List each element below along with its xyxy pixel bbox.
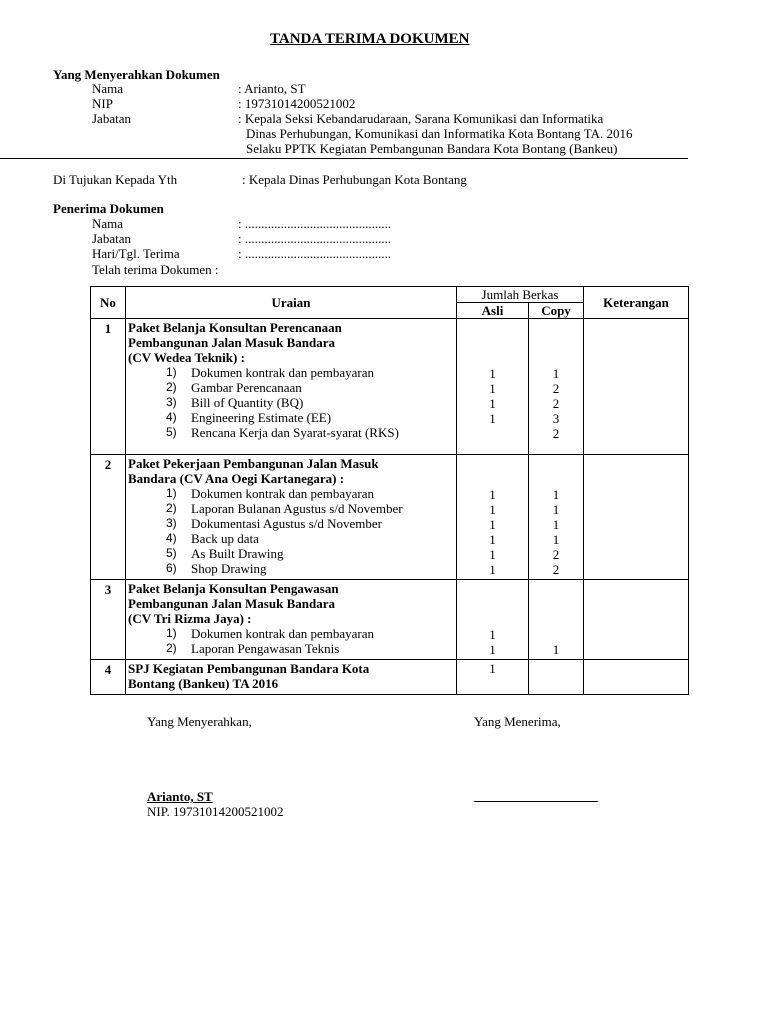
- asli-column: [457, 660, 529, 695]
- row-title-line: Bandara (CV Ana Oegi Kartanegara) :: [128, 471, 345, 486]
- item-number: 3): [166, 395, 177, 409]
- item-number: 4): [166, 410, 177, 424]
- row-title-line: Paket Pekerjaan Pembangunan Jalan Masuk: [128, 456, 379, 471]
- row-number: 2: [91, 455, 126, 580]
- list-item: [166, 501, 452, 516]
- signature-left-name: Arianto, ST: [147, 789, 213, 804]
- row-title-line: Pembangunan Jalan Masuk Bandara: [128, 335, 335, 350]
- header-copy: Copy: [529, 303, 584, 319]
- table-row: [91, 319, 689, 455]
- table-row: [91, 455, 689, 580]
- receiver-heading: Penerima Dokumen: [53, 201, 164, 216]
- sender-name-label: Nama: [92, 81, 124, 96]
- signature-right-label: Yang Menerima,: [474, 714, 561, 729]
- receiver-date-label: Hari/Tgl. Terima: [92, 246, 180, 261]
- documents-table: [90, 286, 689, 695]
- asli-value: 1: [489, 381, 496, 396]
- copy-column: [529, 660, 584, 695]
- item-text: Rencana Kerja dan Syarat-syarat (RKS): [191, 425, 399, 440]
- copy-value: 1: [552, 366, 560, 381]
- asli-value: 1: [489, 532, 496, 547]
- addressed-label: Di Tujukan Kepada Yth: [53, 172, 178, 187]
- list-item: [166, 546, 452, 561]
- asli-value: [457, 426, 528, 441]
- keterangan-cell: [584, 319, 689, 455]
- asli-column: [457, 455, 529, 580]
- item-number: 6): [166, 561, 177, 575]
- asli-value: 1: [489, 487, 496, 502]
- copy-value: 1: [552, 502, 560, 517]
- copy-value: 3: [552, 411, 560, 426]
- item-number: 1): [166, 365, 177, 379]
- asli-value: 1: [489, 517, 496, 532]
- sender-jabatan-line2: Dinas Perhubungan, Komunikasi dan Informatika Kota Bontang TA. 2016: [246, 126, 633, 141]
- sender-jabatan-line3: Selaku PPTK Kegiatan Pembangunan Bandara Kota Bontang (Bankeu): [246, 141, 618, 156]
- asli-value: 1: [489, 366, 496, 381]
- copy-column: [529, 580, 584, 660]
- list-item: [166, 531, 452, 546]
- document-title: TANDA TERIMA DOKUMEN: [270, 31, 470, 47]
- separator-line: [0, 158, 688, 159]
- item-text: Shop Drawing: [191, 561, 267, 576]
- asli-value: 1: [489, 547, 496, 562]
- item-text: As Built Drawing: [191, 546, 284, 561]
- asli-value: 1: [489, 411, 496, 426]
- sender-nip-value: : 19731014200521002: [238, 96, 356, 111]
- item-text: Bill of Quantity (BQ): [191, 395, 304, 410]
- item-text: Dokumen kontrak dan pembayaran: [191, 365, 375, 380]
- item-number: 5): [166, 425, 177, 439]
- keterangan-cell: [584, 660, 689, 695]
- item-number: 2): [166, 380, 177, 394]
- asli-value: 1: [489, 396, 496, 411]
- header-jumlah-berkas: Jumlah Berkas: [457, 287, 584, 303]
- row-description: [126, 580, 457, 660]
- signature-left-nip: NIP. 19731014200521002: [147, 804, 284, 819]
- asli-value: 1: [489, 642, 496, 657]
- item-number: 3): [166, 516, 177, 530]
- row-title-line: (CV Wedea Teknik) :: [128, 350, 245, 365]
- row-title-line: Bontang (Bankeu) TA 2016: [128, 676, 279, 691]
- receiver-name-value: : .............................................: [238, 216, 392, 231]
- receiver-date-value: : .............................................: [238, 246, 392, 261]
- item-text: Dokumentasi Agustus s/d November: [191, 516, 383, 531]
- list-item: [166, 395, 452, 410]
- asli-value: 1: [489, 562, 496, 577]
- list-item: [166, 410, 452, 425]
- item-number: 1): [166, 486, 177, 500]
- row-title-line: SPJ Kegiatan Pembangunan Bandara Kota: [128, 661, 370, 676]
- item-text: Gambar Perencanaan: [191, 380, 302, 395]
- row-description: [126, 455, 457, 580]
- item-number: 4): [166, 531, 177, 545]
- asli-column: [457, 319, 529, 455]
- signature-right-line: [474, 801, 598, 802]
- copy-value: [529, 627, 583, 642]
- item-text: Back up data: [191, 531, 259, 546]
- copy-value: 2: [552, 562, 560, 577]
- row-description: [126, 660, 457, 695]
- asli-value: 1: [489, 661, 496, 676]
- copy-value: 1: [552, 532, 560, 547]
- table-row: [91, 580, 689, 660]
- copy-column: [529, 455, 584, 580]
- copy-value: 1: [552, 642, 560, 657]
- copy-value: 2: [552, 396, 560, 411]
- copy-value: 1: [552, 517, 560, 532]
- row-title-line: Paket Belanja Konsultan Pengawasan: [128, 581, 339, 596]
- item-number: 2): [166, 641, 177, 655]
- list-item: [166, 365, 452, 380]
- keterangan-cell: [584, 455, 689, 580]
- addressed-value: : Kepala Dinas Perhubungan Kota Bontang: [242, 172, 467, 187]
- row-title-line: Pembangunan Jalan Masuk Bandara: [128, 596, 335, 611]
- item-number: 5): [166, 546, 177, 560]
- item-number: 2): [166, 501, 177, 515]
- list-item: [166, 486, 452, 501]
- asli-value: 1: [489, 627, 496, 642]
- list-item: [166, 380, 452, 395]
- asli-column: [457, 580, 529, 660]
- receiver-received-label: Telah terima Dokumen :: [92, 262, 219, 277]
- sender-jabatan-line1: : Kepala Seksi Kebandarudaraan, Sarana Komunikasi dan Informatika: [238, 111, 604, 126]
- sender-name-value: : Arianto, ST: [238, 81, 306, 96]
- item-text: Dokumen kontrak dan pembayaran: [191, 486, 375, 501]
- row-title-line: (CV Tri Rizma Jaya) :: [128, 611, 252, 626]
- row-number: 3: [91, 580, 126, 660]
- list-item: [166, 641, 452, 656]
- list-item: [166, 626, 452, 641]
- header-no: No: [91, 287, 126, 319]
- header-asli: Asli: [457, 303, 529, 319]
- copy-value: 2: [552, 547, 560, 562]
- list-item: [166, 425, 452, 440]
- list-item: [166, 561, 452, 576]
- sender-heading: Yang Menyerahkan Dokumen: [53, 67, 220, 82]
- list-item: [166, 516, 452, 531]
- row-number: 4: [91, 660, 126, 695]
- item-text: Engineering Estimate (EE): [191, 410, 332, 425]
- row-description: [126, 319, 457, 455]
- sender-nip-label: NIP: [92, 96, 113, 111]
- copy-value: 2: [552, 426, 560, 441]
- copy-value: 2: [552, 381, 560, 396]
- keterangan-cell: [584, 580, 689, 660]
- receiver-jabatan-value: : .............................................: [238, 231, 392, 246]
- item-text: Laporan Bulanan Agustus s/d November: [191, 501, 403, 516]
- row-title-line: Paket Belanja Konsultan Perencanaan: [128, 320, 342, 335]
- item-text: Laporan Pengawasan Teknis: [191, 641, 340, 656]
- signature-left-label: Yang Menyerahkan,: [147, 714, 252, 729]
- copy-column: [529, 319, 584, 455]
- receiver-jabatan-label: Jabatan: [92, 231, 131, 246]
- item-text: Dokumen kontrak dan pembayaran: [191, 626, 375, 641]
- row-number: 1: [91, 319, 126, 455]
- item-number: 1): [166, 626, 177, 640]
- asli-value: 1: [489, 502, 496, 517]
- receiver-name-label: Nama: [92, 216, 124, 231]
- sender-jabatan-label: Jabatan: [92, 111, 131, 126]
- table-row: [91, 660, 689, 695]
- header-uraian: Uraian: [126, 287, 457, 319]
- header-keterangan: Keterangan: [584, 287, 689, 319]
- copy-value: 1: [552, 487, 560, 502]
